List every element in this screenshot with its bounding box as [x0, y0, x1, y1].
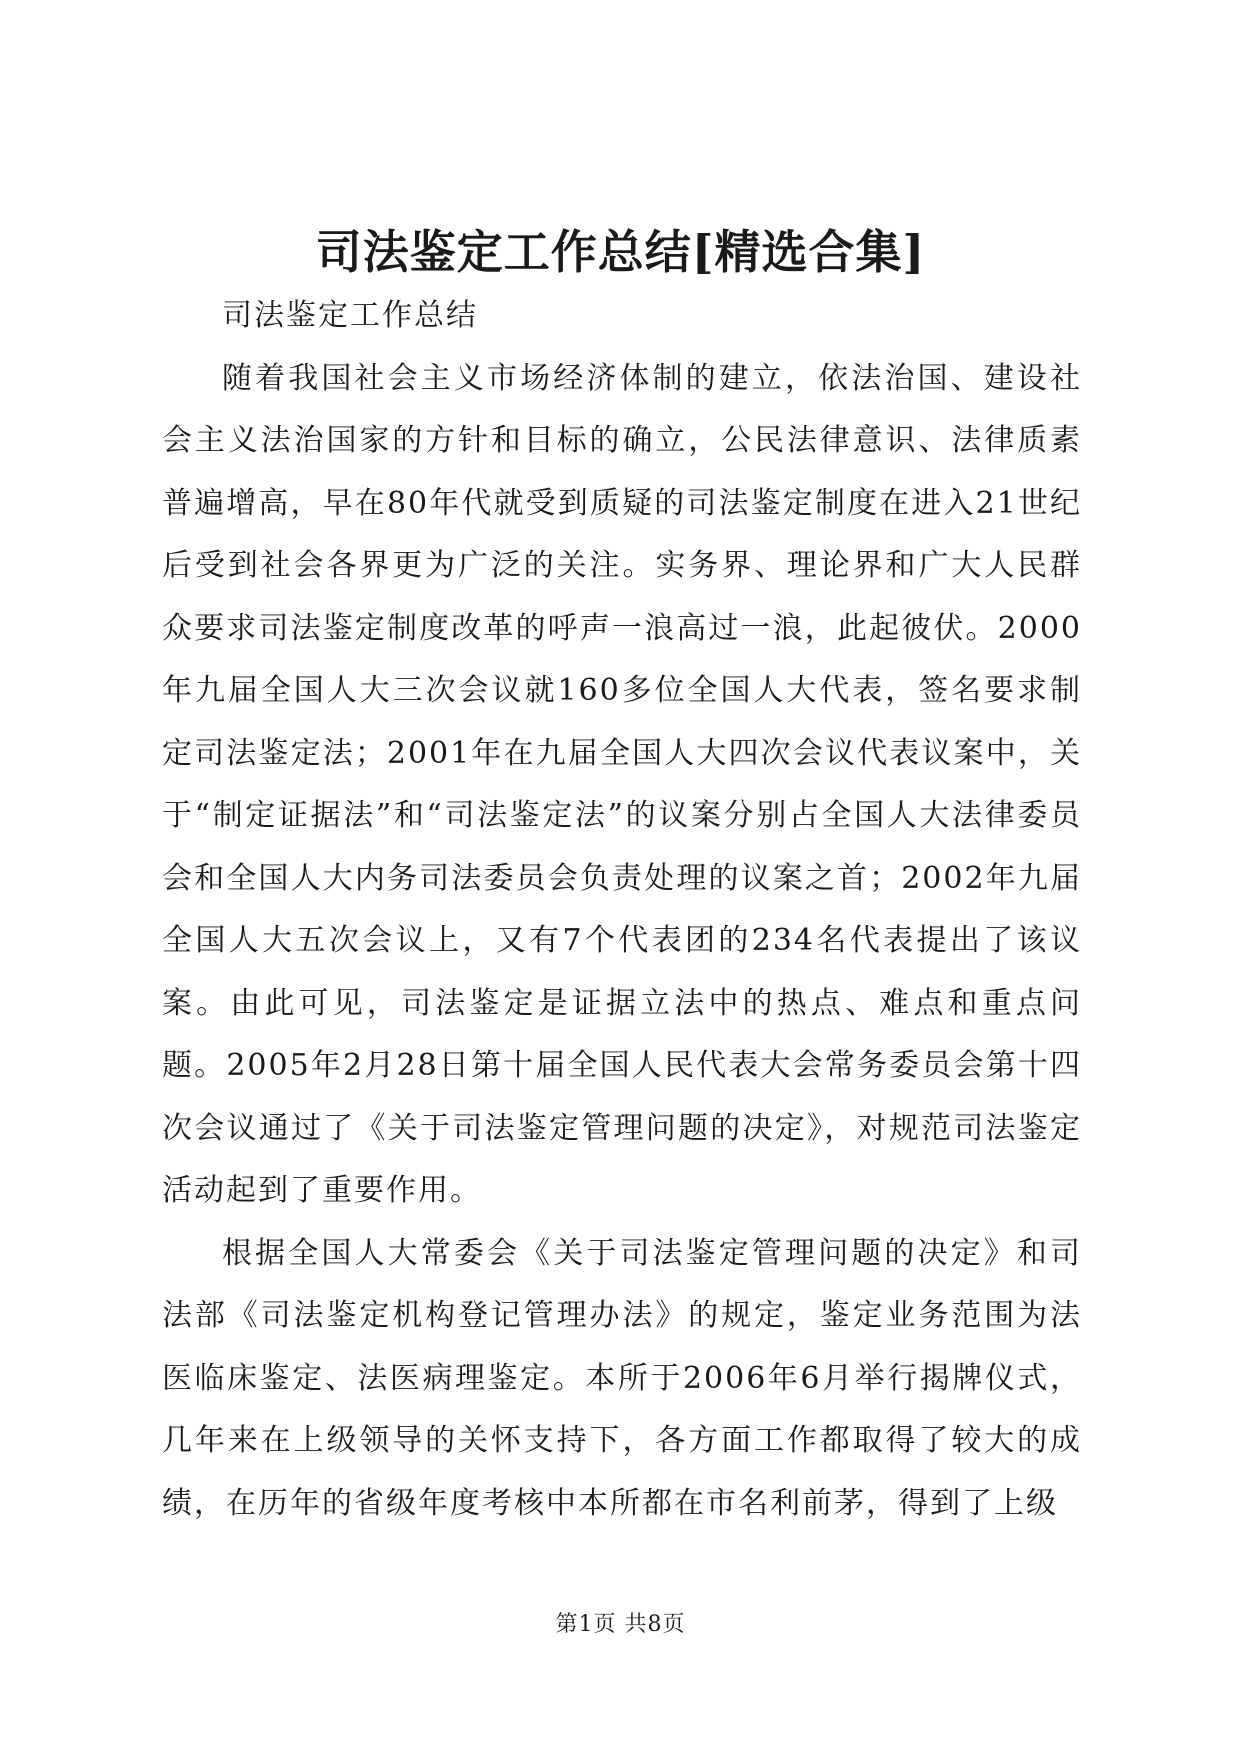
paragraph-1: 随着我国社会主义市场经济体制的建立，依法治国、建设社会主义法治国家的方针和目标的确立，公民法律意识、法律质素普遍增高，早在80年代就受到质疑的司法鉴定制度在进入21世纪后受到社会各界更为广泛的关注。实务界、理论界和广大人民群众要求司法鉴定制度改革的呼声一浪高过一浪，此起彼伏。2000年九届全国人大三次会议就160多位全国人大代表，签名要求制定司法鉴定法；2001年在九届全国人大四次会议代表议案中，关于“制定证据法”和“司法鉴定法”的议案分别占全国人大法律委员会和全国人大内务司法委员会负责处理的议案之首；2002年九届全国人大五次会议上，又有7个代表团的234名代表提出了该议案。由此可见，司法鉴定是证据立法中的热点、难点和重点问题。2005年2月28日第十届全国人民代表大会常务委员会第十四次会议通过了《关于司法鉴定管理问题的决定》，对规范司法鉴定活动起到了重要作用。 [162, 360, 1082, 1208]
document-body [162, 285, 1082, 1535]
paragraph-2: 根据全国人大常委会《关于司法鉴定管理问题的决定》和司法部《司法鉴定机构登记管理办法》的规定，鉴定业务范围为法医临床鉴定、法医病理鉴定。本所于2006年6月举行揭牌仪式，几年来在上级领导的关怀支持下，各方面工作都取得了较大的成绩，在历年的省级年度考核中本所都在市名利前茅，得到了上级 [162, 1235, 1082, 1521]
page-number-footer: 第1页 共8页 [555, 1612, 686, 1637]
document-subtitle: 司法鉴定工作总结 [222, 298, 478, 333]
document-title: 司法鉴定工作总结[精选合集] [315, 225, 926, 279]
